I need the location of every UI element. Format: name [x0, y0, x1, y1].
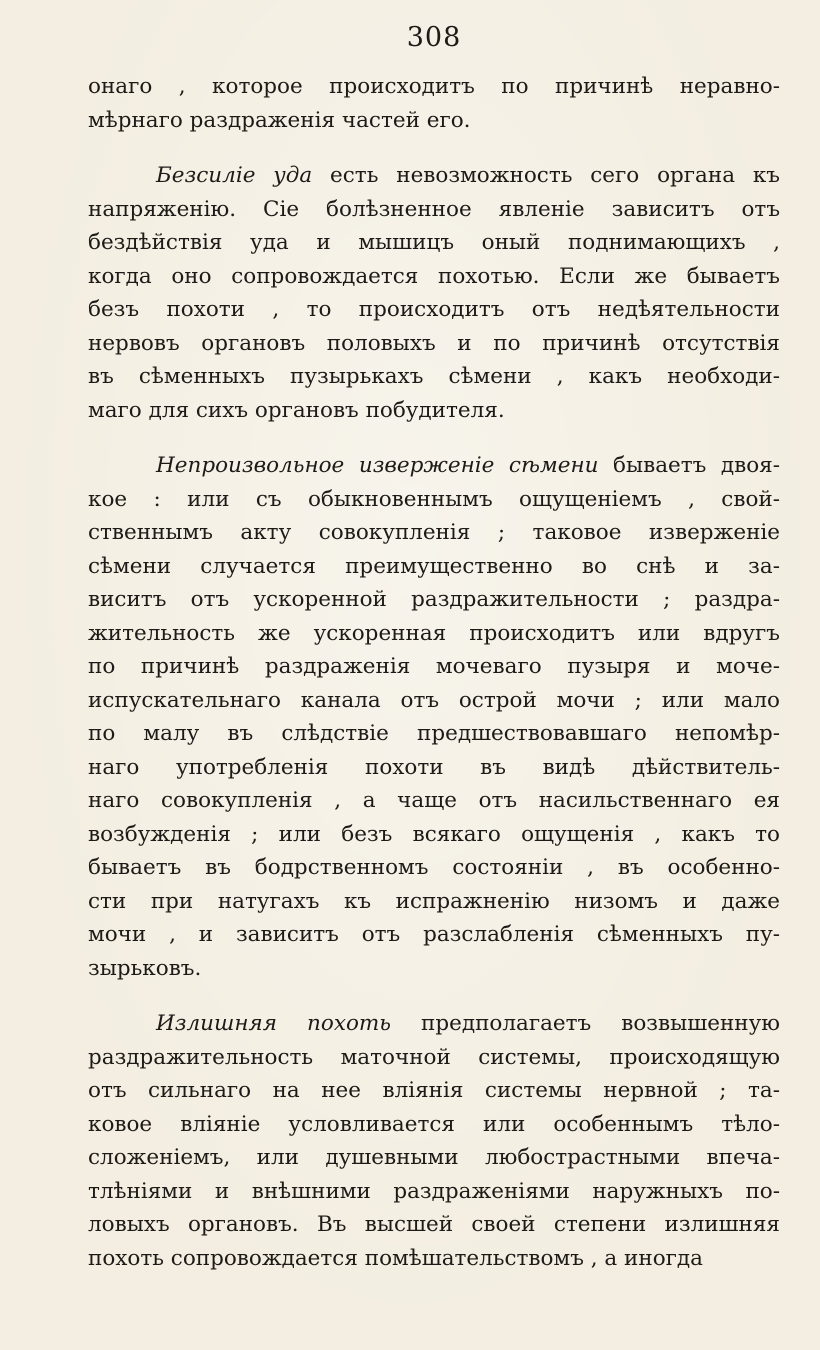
line-text: ковое вліяніе условливается или особеннымъ тѣло-	[88, 1111, 780, 1137]
text-line	[88, 583, 780, 617]
text-line	[88, 650, 780, 684]
italic-term: Безсиліе уда	[156, 163, 313, 188]
text-line	[88, 394, 780, 428]
line-text: похоть сопровождается помѣшательствомъ , а иногда	[88, 1245, 703, 1271]
line-text: мѣрнаго раздраженія частей его.	[88, 107, 471, 133]
line-text: есть невозможность сего органа къ	[312, 163, 780, 188]
line-text: бездѣйствія уда и мышицъ оный поднимающихъ ,	[88, 230, 780, 255]
line-text: безъ похоти , то происходитъ отъ недѣятельности	[88, 297, 780, 322]
text-line	[88, 1041, 780, 1075]
line-text: маго для сихъ органовъ побудителя.	[88, 397, 505, 423]
text-line	[88, 751, 780, 785]
line-text: по малу въ слѣдствіе предшествовавшаго непомѣр-	[88, 721, 780, 746]
text-line	[88, 784, 780, 818]
text-line	[88, 717, 780, 751]
line-text: бываетъ двоя-	[598, 453, 780, 478]
text-line	[88, 516, 780, 550]
line-text: ственнымъ акту совокупленія ; таковое изверженіе	[88, 520, 780, 545]
line-text: когда оно сопровождается похотью. Если же бываетъ	[88, 263, 780, 289]
line-text: нервовъ органовъ половыхъ и по причинѣ отсутствія	[88, 330, 780, 356]
paragraph	[88, 70, 780, 137]
text-line	[88, 1108, 780, 1142]
line-text: мочи , и зависитъ отъ разслабленія сѣменныхъ пу-	[88, 922, 780, 947]
line-text: наго употребленія похоти въ видѣ дѣйствитель-	[88, 754, 780, 780]
italic-term: Непроизвольное изверженіе сѣмени	[156, 453, 599, 478]
line-text: кое : или съ обыкновеннымъ ощущеніемъ , свой-	[88, 486, 780, 512]
line-text: сти при натугахъ къ испражненію низомъ и даже	[88, 888, 780, 914]
text-line	[88, 952, 780, 986]
line-text: сѣмени случается преимущественно во снѣ и за-	[88, 553, 780, 579]
text-line	[88, 918, 780, 952]
line-text: ловыхъ органовъ. Въ высшей своей степени излишняя	[88, 1212, 780, 1237]
text-line	[88, 483, 780, 517]
line-text: возбужденія ; или безъ всякаго ощущенія , какъ то	[88, 821, 780, 847]
text-line	[88, 1208, 780, 1242]
text-line	[88, 293, 780, 327]
text-line	[88, 617, 780, 651]
text-line	[88, 226, 780, 260]
text-line	[88, 1242, 780, 1276]
page-number: 308	[406, 22, 462, 53]
line-text: предполагаетъ возвышенную	[391, 1011, 780, 1036]
text-line	[88, 1074, 780, 1108]
line-text: сложеніемъ, или душевными любострастными впеча-	[88, 1145, 780, 1170]
body-text	[88, 70, 780, 1275]
line-text: онаго , которое происходитъ по причинѣ неравно-	[88, 74, 780, 99]
paragraph	[88, 449, 780, 985]
line-text: бываетъ въ бодрственномъ состояніи , въ особенно-	[88, 855, 780, 880]
text-line	[88, 1141, 780, 1175]
text-line	[88, 260, 780, 294]
line-text: зырьковъ.	[88, 955, 202, 981]
paragraph	[88, 159, 780, 427]
text-line	[88, 818, 780, 852]
text-line	[88, 449, 780, 483]
text-line	[88, 70, 780, 104]
text-line	[88, 550, 780, 584]
text-line	[88, 684, 780, 718]
line-text: напряженію. Сіе болѣзненное явленіе зависитъ отъ	[88, 196, 780, 222]
line-text: виситъ отъ ускоренной раздражительности ; раздра-	[88, 587, 780, 612]
line-text: тлѣніями и внѣшними раздраженіями наружныхъ по-	[88, 1178, 780, 1204]
line-text: по причинѣ раздраженія мочеваго пузыря и моче-	[88, 654, 780, 679]
text-line	[88, 360, 780, 394]
paragraph	[88, 1007, 780, 1275]
text-line	[88, 1175, 780, 1209]
text-line	[88, 159, 780, 193]
text-line	[88, 104, 780, 138]
line-text: жительность же ускоренная происходитъ или вдругъ	[88, 620, 780, 646]
text-line	[88, 851, 780, 885]
line-text: испускательнаго канала отъ острой мочи ; или мало	[88, 687, 780, 713]
line-text: отъ сильнаго на нее вліянія системы нервной ; та-	[88, 1078, 780, 1103]
line-text: наго совокупленія , а чаще отъ насильственнаго ея	[88, 788, 780, 813]
text-line	[88, 327, 780, 361]
line-text: въ сѣменныхъ пузырькахъ сѣмени , какъ необходи-	[88, 364, 780, 389]
text-line	[88, 1007, 780, 1041]
text-line	[88, 885, 780, 919]
line-text: раздражительность маточной системы, происходящую	[88, 1044, 780, 1070]
text-line	[88, 193, 780, 227]
italic-term: Излишняя похоть	[156, 1011, 391, 1036]
